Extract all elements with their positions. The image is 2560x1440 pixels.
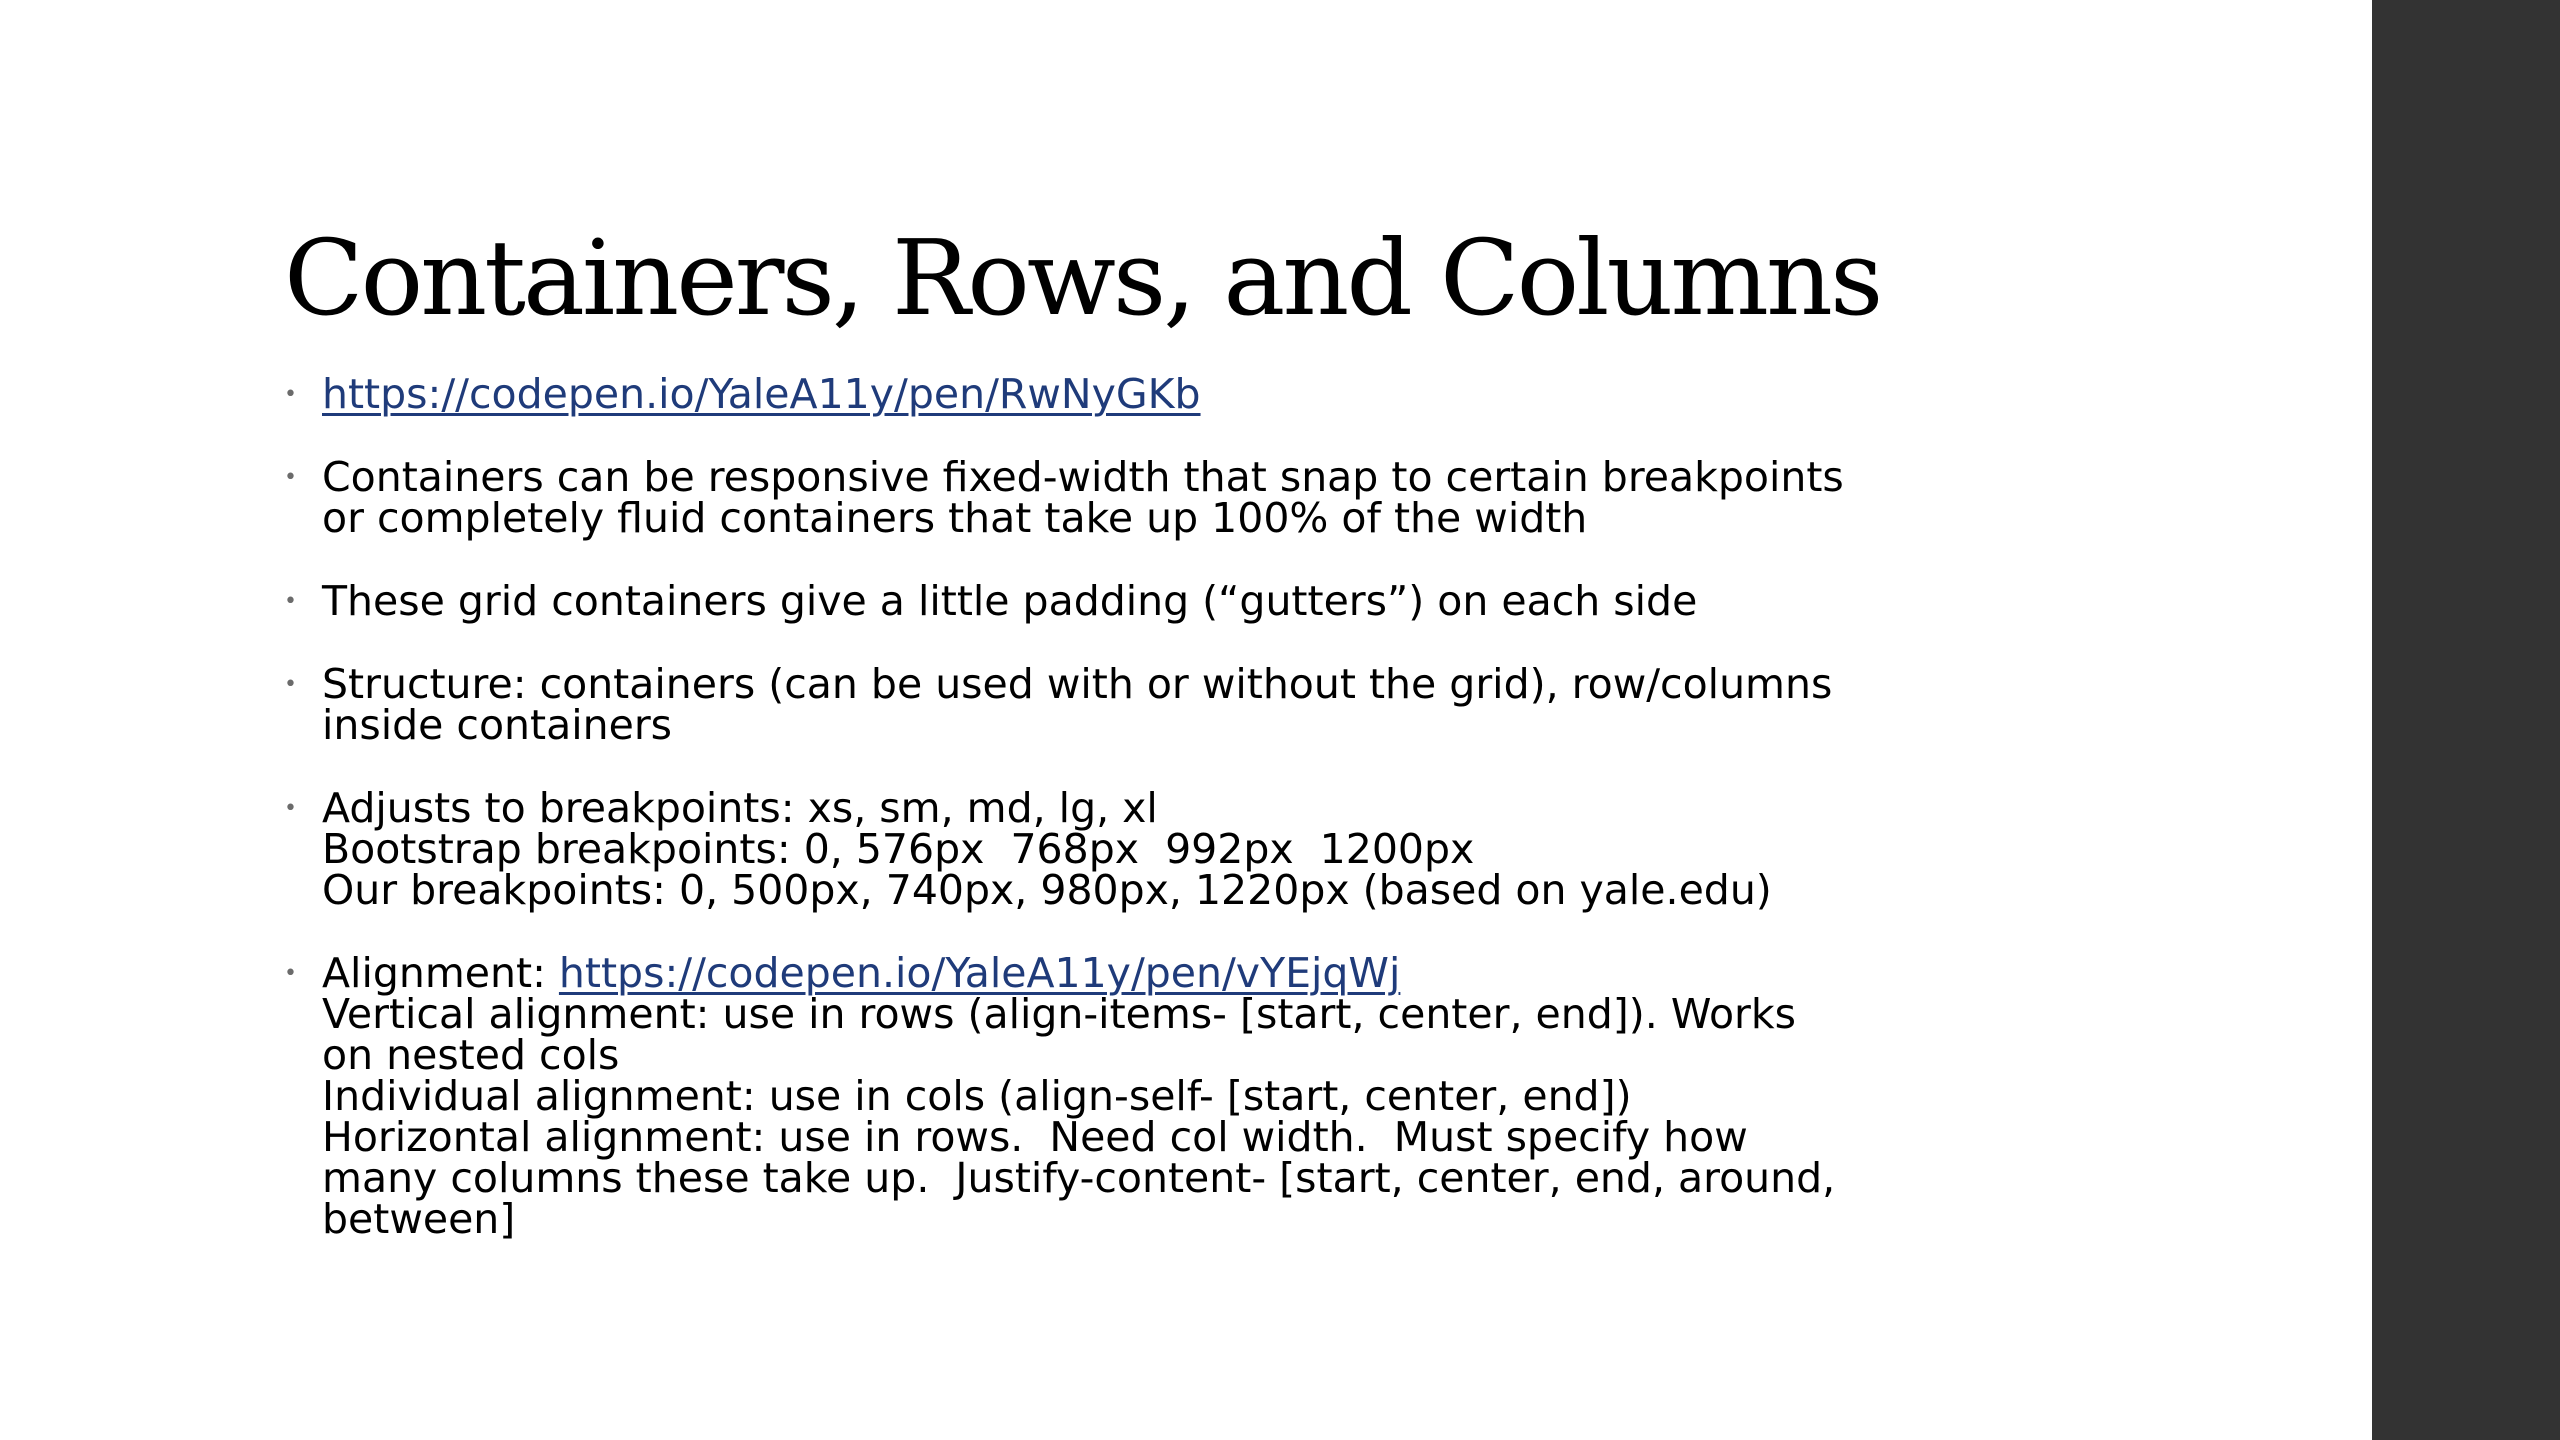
bullet-line: between] xyxy=(322,1195,516,1243)
bullet-codepen-link xyxy=(284,370,2344,418)
codepen-link-grid[interactable]: https://codepen.io/YaleA11y/pen/RwNyGKb xyxy=(322,370,1201,418)
bullet-marker-icon: • xyxy=(284,589,297,614)
bullet-line: Horizontal alignment: use in rows. Need col width. Must specify how xyxy=(322,1113,1748,1161)
bullet-breakpoints xyxy=(284,784,2344,914)
bullet-containers xyxy=(284,453,2344,542)
bullet-marker-icon: • xyxy=(284,796,297,821)
bullet-list xyxy=(284,370,2344,1282)
bullet-line: Our breakpoints: 0, 500px, 740px, 980px, 1220px (based on yale.edu) xyxy=(322,866,1772,914)
bullet-line xyxy=(322,949,2344,997)
bullet-line xyxy=(322,370,2344,418)
bullet-line: Vertical alignment: use in rows (align-items- [start, center, end]). Works xyxy=(322,990,1796,1038)
bullet-marker-icon: • xyxy=(284,465,297,490)
bullet-marker-icon: • xyxy=(284,382,297,407)
bullet-line: These grid containers give a little padding (“gutters”) on each side xyxy=(322,577,1698,625)
bullet-marker-icon: • xyxy=(284,672,297,697)
bullet-line: on nested cols xyxy=(322,1031,620,1079)
bullet-line: Structure: containers (can be used with or without the grid), row/columns xyxy=(322,660,1833,708)
bullet-structure xyxy=(284,660,2344,749)
alignment-prefix: Alignment: xyxy=(322,949,559,997)
bullet-marker-icon: • xyxy=(284,961,297,986)
bullet-line: many columns these take up. Justify-content- [start, center, end, around, xyxy=(322,1154,1836,1202)
slide-side-bar xyxy=(2372,0,2560,1440)
bullet-line: Bootstrap breakpoints: 0, 576px 768px 992px 1200px xyxy=(322,825,1475,873)
slide-title: Containers, Rows, and Columns xyxy=(284,217,1881,339)
codepen-link-alignment[interactable]: https://codepen.io/YaleA11y/pen/vYEjqWj xyxy=(558,949,1401,997)
bullet-line: inside containers xyxy=(322,701,673,749)
bullet-line: or completely fluid containers that take up 100% of the width xyxy=(322,494,1588,542)
bullet-gutters xyxy=(284,577,2344,625)
bullet-alignment xyxy=(284,949,2344,1243)
bullet-line: Adjusts to breakpoints: xs, sm, md, lg, xl xyxy=(322,784,1158,832)
bullet-line: Containers can be responsive fixed-width that snap to certain breakpoints xyxy=(322,453,1844,501)
bullet-line: Individual alignment: use in cols (align-self- [start, center, end]) xyxy=(322,1072,1632,1120)
